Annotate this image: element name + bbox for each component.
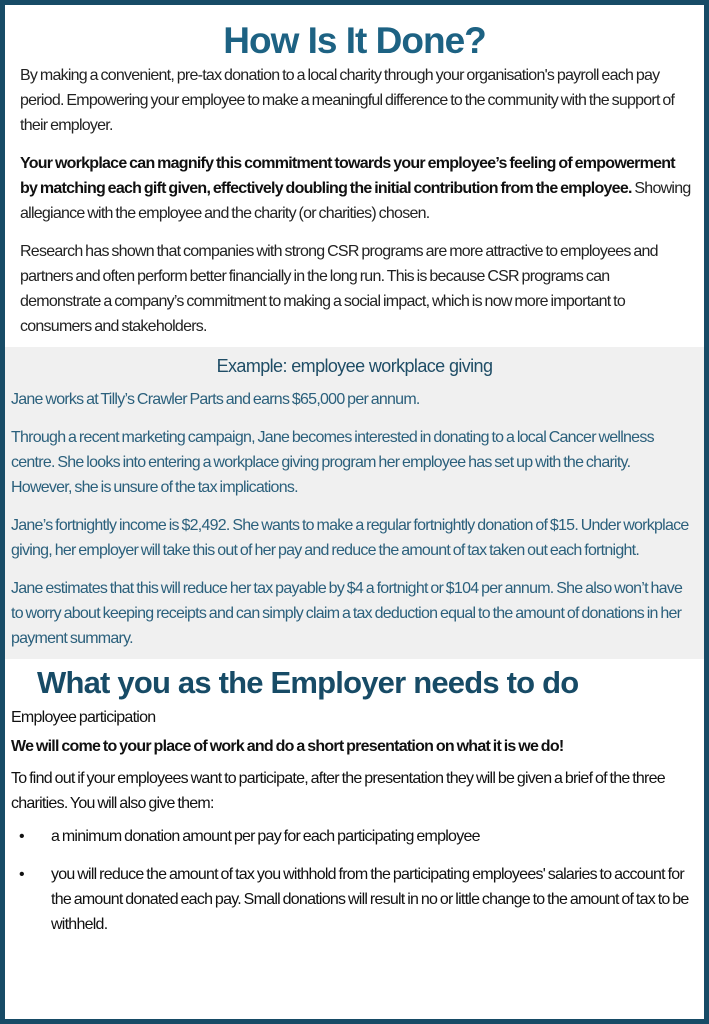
bullet-list bbox=[5, 824, 704, 937]
paragraph-research: Research has shown that companies with strong CSR programs are more attractive to employees and partners and often perform better financially in the long run. This is because CSR programs can demonstrate a company’s commitment to making a social impact, which is now more important to consumers and stakeholders. bbox=[20, 243, 658, 335]
bold-text: Your workplace can magnify this commitment towards your employee’s feeling of empowerment by matching each gift given, effectively doubling the initial contribution from the employee. bbox=[20, 155, 675, 197]
paragraph-matching bbox=[20, 151, 692, 226]
example-box bbox=[5, 347, 704, 659]
list-item-text: you will reduce the amount of tax you withhold from the participating employees' salaries to account for the amount donated each pay. Small donations will result in no or little change to the amount of tax to be withheld. bbox=[51, 866, 689, 933]
example-paragraph: Jane estimates that this will reduce her tax payable by $4 a fortnight or $104 per annum. She also won’t have to worry about keeping receipts and can simply claim a tax deduction equal to the amount of donations in her payment summary. bbox=[11, 580, 683, 647]
example-paragraph: Through a recent marketing campaign, Jane becomes interested in donating to a local Cancer wellness centre. She looks into entering a workplace giving program her employee has set up with the charity. However, she is unsure of the tax implications. bbox=[11, 429, 654, 496]
employer-section bbox=[5, 663, 704, 937]
list-item-text: a minimum donation amount per pay for each participating employee bbox=[51, 828, 480, 845]
example-paragraph: Jane works at Tilly’s Crawler Parts and earns $65,000 per annum. bbox=[11, 391, 420, 408]
example-paragraph: Jane’s fortnightly income is $2,492. She wants to make a regular fortnightly donation of $15. Under workplace giving, her employer will take this out of her pay and reduce the amount of tax taken out each fortnight. bbox=[11, 517, 689, 559]
paragraph-participate: To find out if your employees want to participate, after the presentation they will be given a brief of the three charities. You will also give them: bbox=[11, 770, 665, 812]
section-title-employer: What you as the Employer needs to do bbox=[37, 665, 579, 700]
regular-text: Showing allegiance with the employee and the charity (or charities) chosen. bbox=[20, 180, 691, 222]
subheading-participation: Employee participation bbox=[11, 709, 156, 726]
list-item bbox=[11, 862, 692, 937]
presentation-statement: We will come to your place of work and do a short presentation on what it is we do! bbox=[11, 738, 564, 755]
section-title-how-is-it-done: How Is It Done? bbox=[223, 20, 486, 61]
bullet-icon: • bbox=[19, 866, 24, 883]
example-heading: Example: employee workplace giving bbox=[216, 356, 493, 376]
bullet-icon: • bbox=[19, 828, 24, 845]
paragraph-intro: By making a convenient, pre-tax donation to a local charity through your organisation's payroll each pay period. Empowering your employee to make a meaningful difference to the community with the support of their employer. bbox=[20, 67, 675, 134]
list-item bbox=[11, 824, 692, 849]
